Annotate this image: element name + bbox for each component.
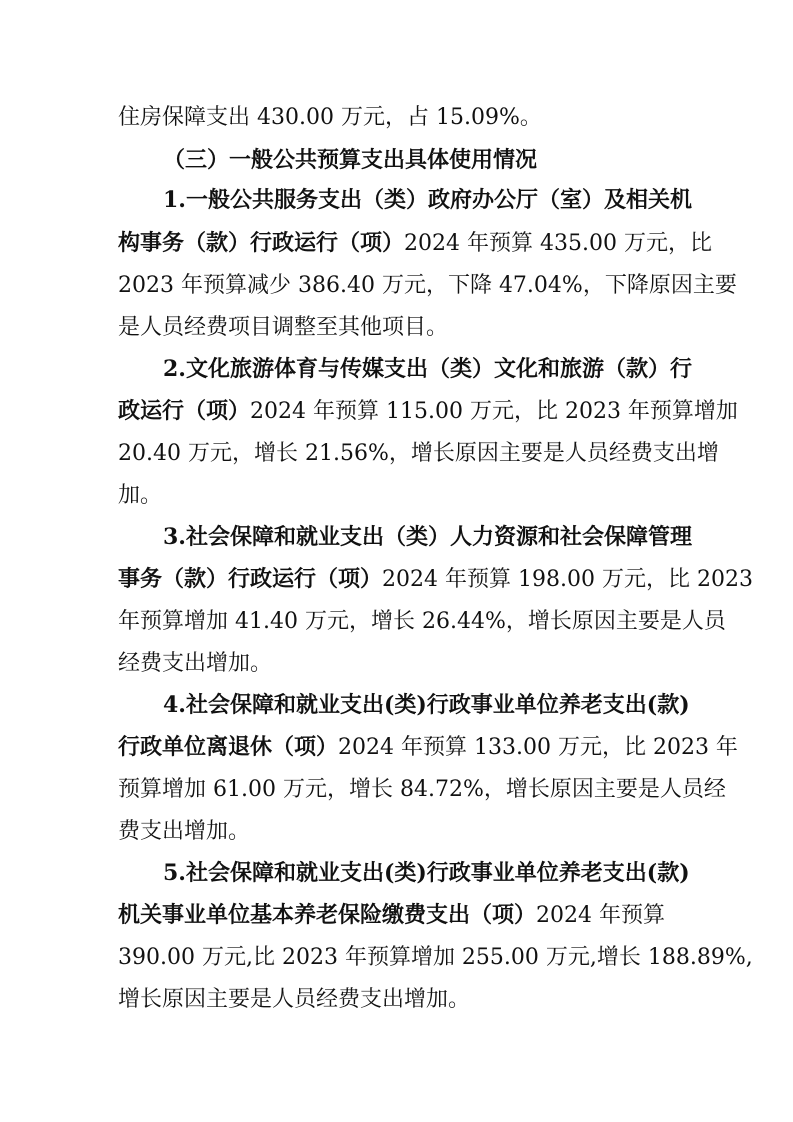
item-2-line-4 (118, 475, 678, 515)
item-title: 1.一般公共服务支出（类）政府办公厅（室）及相关机 (163, 187, 692, 213)
item-text: 经费支出增加。 (118, 651, 273, 676)
item-text: 是人员经费项目调整至其他项目。 (118, 315, 449, 340)
intro-line (118, 98, 678, 138)
section-heading (163, 140, 678, 180)
item-title: 政运行（项） (118, 398, 251, 424)
item-1-line-3 (118, 265, 737, 305)
item-3-line-3 (118, 601, 726, 641)
item-text: 2024 年预算 435.00 万元，比 (404, 231, 712, 256)
item-title: 3.社会保障和就业支出（类）人力资源和社会保障管理 (163, 524, 692, 550)
item-title: 事务（款）行政运行（项） (118, 566, 383, 592)
item-title: 行政单位离退休（项） (118, 734, 339, 760)
item-text: 2023 年预算减少 386.40 万元，下降 47.04%，下降原因主要 (118, 273, 737, 298)
item-text: 年预算增加 41.40 万元，增长 26.44%，增长原因主要是人员 (118, 609, 726, 634)
item-2-line-2 (118, 391, 738, 431)
item-title: 4.社会保障和就业支出(类)行政事业单位养老支出(款) (163, 692, 690, 718)
section-heading-text: （三）一般公共预算支出具体使用情况 (163, 147, 538, 173)
item-text: 增长原因主要是人员经费支出增加。 (118, 987, 471, 1012)
item-5-line-2 (118, 895, 678, 935)
item-5-line-1 (163, 853, 690, 893)
item-title: 5.社会保障和就业支出(类)行政事业单位养老支出(款) (163, 860, 690, 886)
item-title: 构事务（款）行政运行（项） (118, 230, 405, 256)
item-2-line-3 (118, 433, 719, 473)
item-title: 机关事业单位基本养老保险缴费支出（项） (118, 902, 537, 928)
item-text: 预算增加 61.00 万元，增长 84.72%，增长原因主要是人员经 (118, 777, 726, 802)
item-3-line-4 (118, 643, 678, 683)
item-text: 费支出增加。 (118, 819, 251, 844)
item-3-line-1 (163, 517, 692, 557)
item-text: 390.00 万元,比 2023 年预算增加 255.00 万元,增长 188.89%, (118, 945, 753, 970)
item-1-line-4 (118, 307, 678, 347)
item-5-line-3 (118, 937, 753, 977)
item-text: 20.40 万元，增长 21.56%，增长原因主要是人员经费支出增 (118, 441, 719, 466)
item-text: 2024 年预算 115.00 万元，比 2023 年预算增加 (250, 399, 738, 424)
item-text: 加。 (118, 483, 163, 508)
item-5-line-4 (118, 979, 678, 1019)
item-1-line-1 (163, 180, 692, 220)
item-3-line-2 (118, 559, 753, 599)
item-2-line-1 (163, 349, 692, 389)
item-text: 2024 年预算 (536, 903, 665, 928)
item-4-line-4 (118, 811, 678, 851)
intro-text: 住房保障支出 430.00 万元，占 15.09%。 (118, 105, 542, 130)
item-text: 2024 年预算 198.00 万元，比 2023 (382, 567, 753, 592)
item-4-line-3 (118, 769, 726, 809)
item-text: 2024 年预算 133.00 万元，比 2023 年 (338, 735, 738, 760)
item-1-line-2 (118, 223, 712, 263)
item-4-line-2 (118, 727, 738, 767)
item-4-line-1 (163, 685, 690, 725)
item-title: 2.文化旅游体育与传媒支出（类）文化和旅游（款）行 (163, 356, 692, 382)
